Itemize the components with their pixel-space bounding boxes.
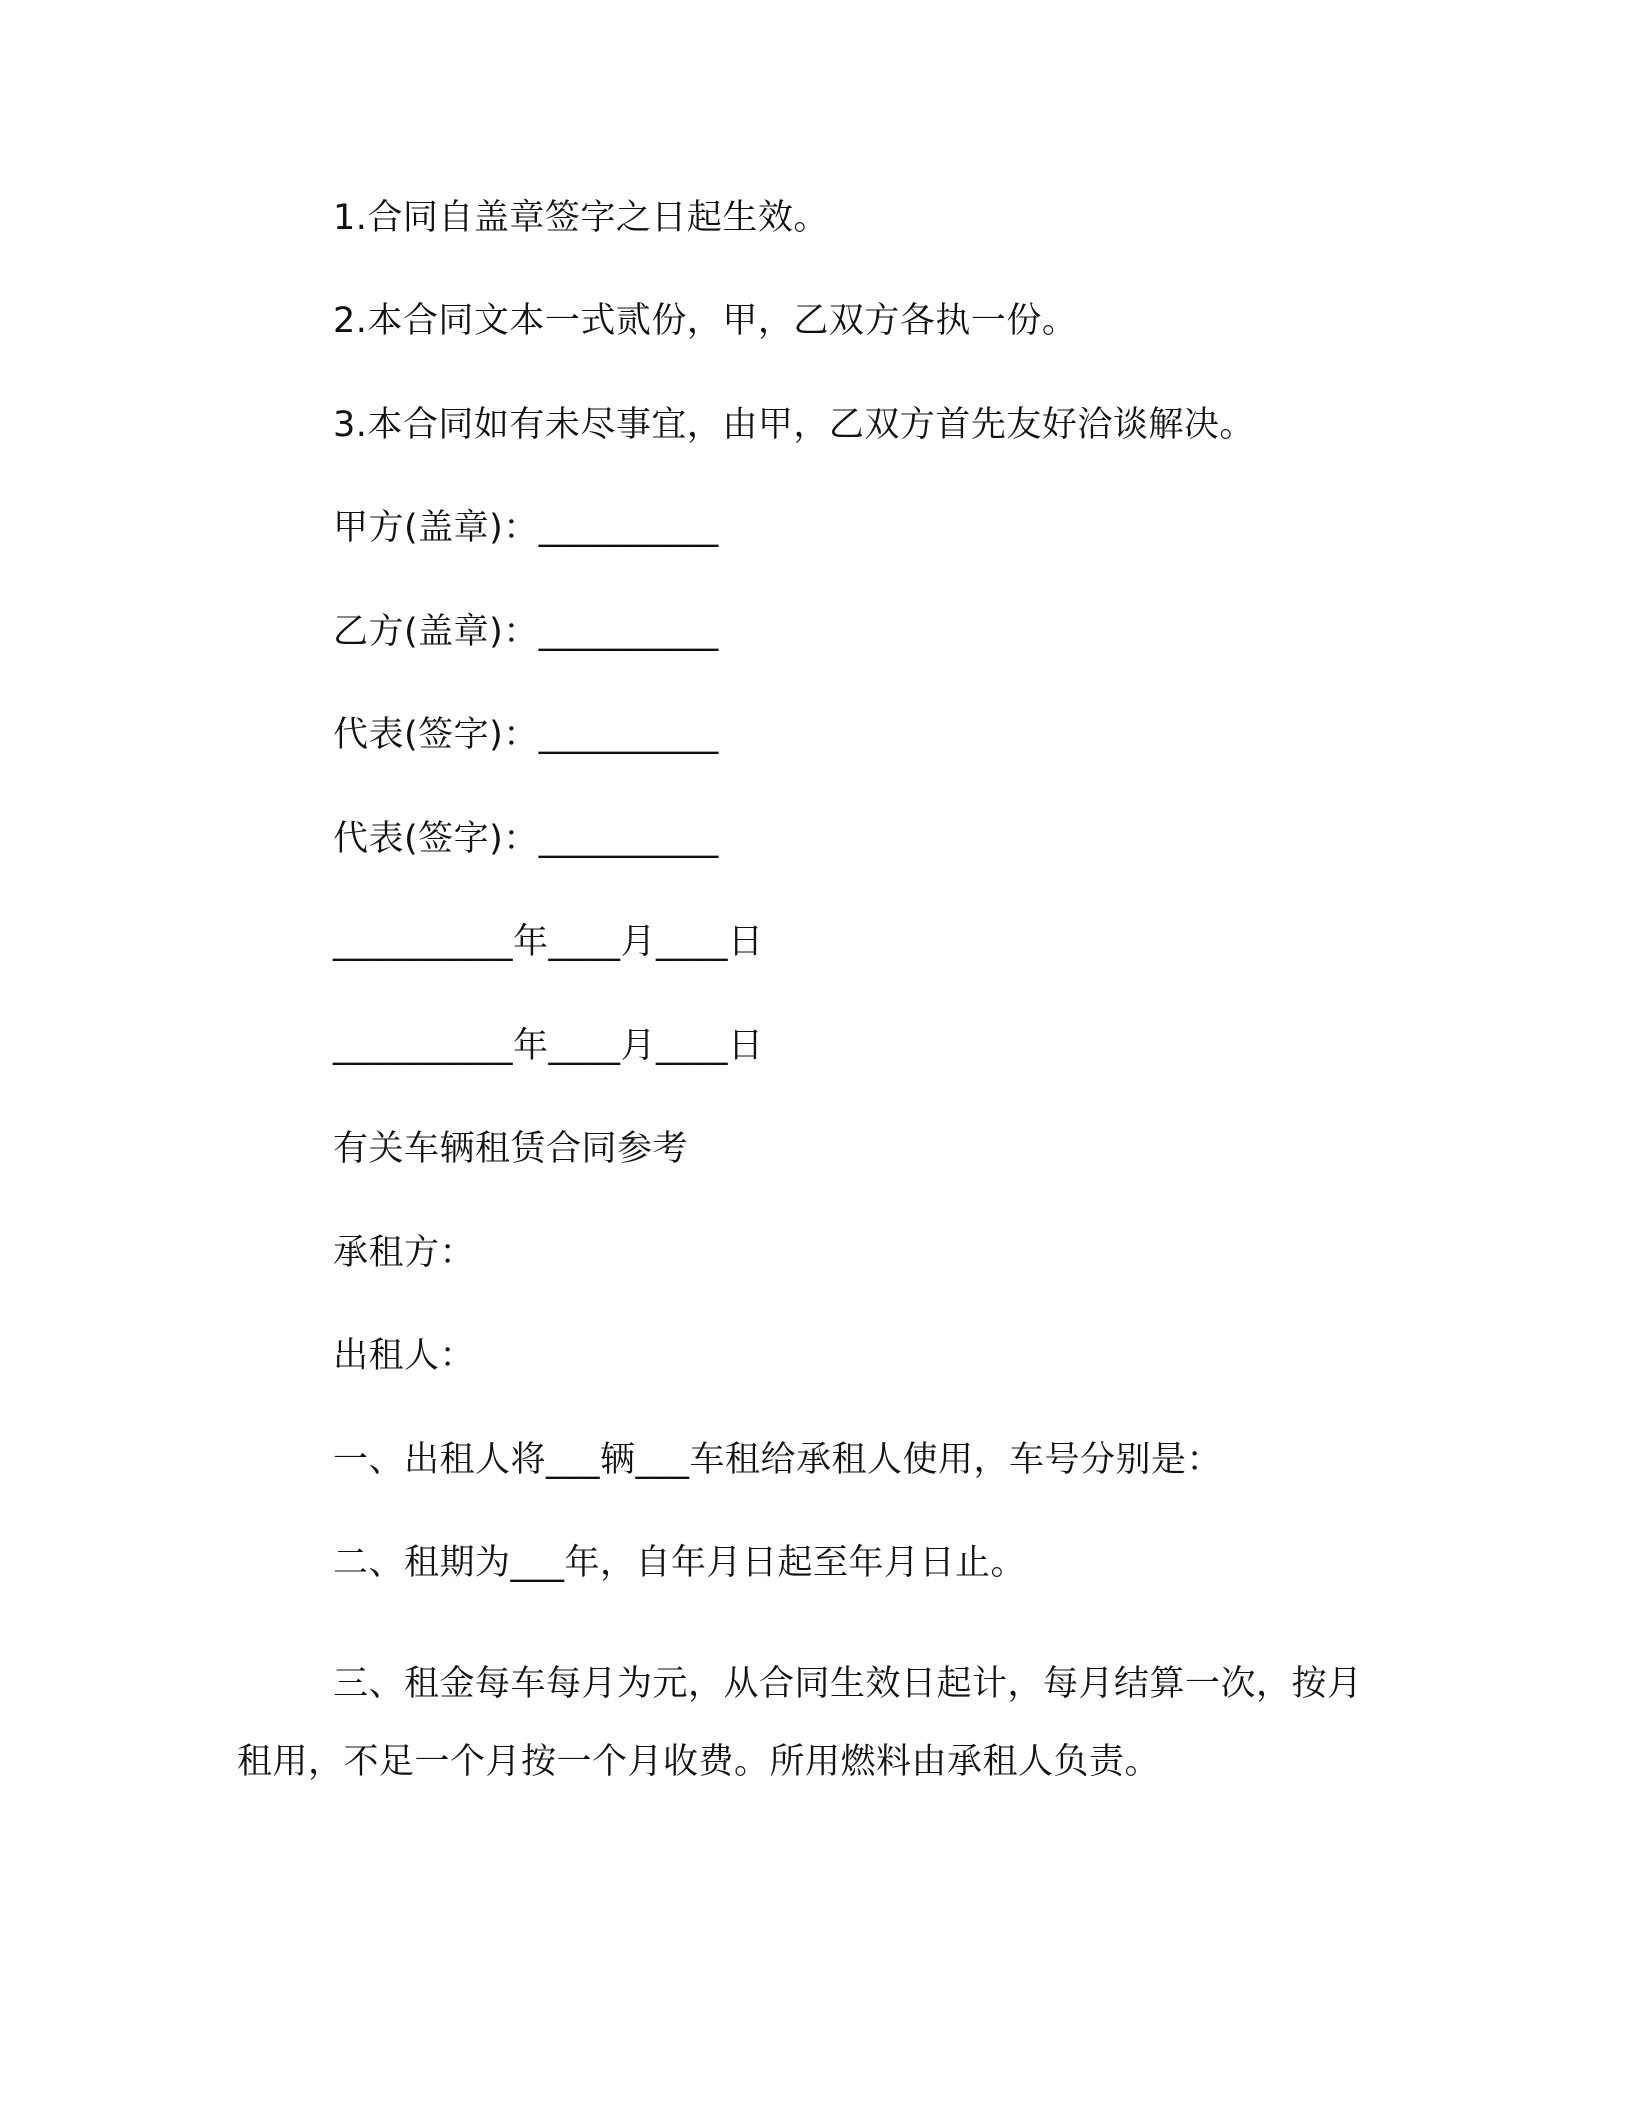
party-b-seal-line: 乙方(盖章)：__________ [333,612,719,652]
clause-effective-date: 1.合同自盖章签字之日起生效。 [333,198,829,238]
article-one: 一、出租人将___辆___车租给承租人使用，车号分别是： [333,1440,1223,1480]
date-line-1: __________年____月____日 [333,922,764,962]
section-heading: 有关车辆租赁合同参考 [333,1129,689,1169]
article-three-paragraph [237,1645,1377,1801]
representative-signature-line-2: 代表(签字)：__________ [333,819,719,859]
lessee-label: 承租方： [333,1233,476,1273]
date-line-2: __________年____月____日 [333,1026,764,1066]
article-three-text: 三、租金每车每月为元，从合同生效日起计，每月结算一次，按月租用，不足一个月按一个月收费。所用燃料由承租人负责。 [237,1664,1363,1782]
lessor-label: 出租人： [333,1336,476,1376]
article-two: 二、租期为___年，自年月日起至年月日止。 [333,1543,1027,1583]
party-a-seal-line: 甲方(盖章)：__________ [333,508,719,548]
clause-copies: 2.本合同文本一式贰份，甲，乙双方各执一份。 [333,301,1078,341]
representative-signature-line-1: 代表(签字)：__________ [333,715,719,755]
clause-unresolved-matters: 3.本合同如有未尽事宜，由甲，乙双方首先友好洽谈解决。 [333,405,1255,445]
